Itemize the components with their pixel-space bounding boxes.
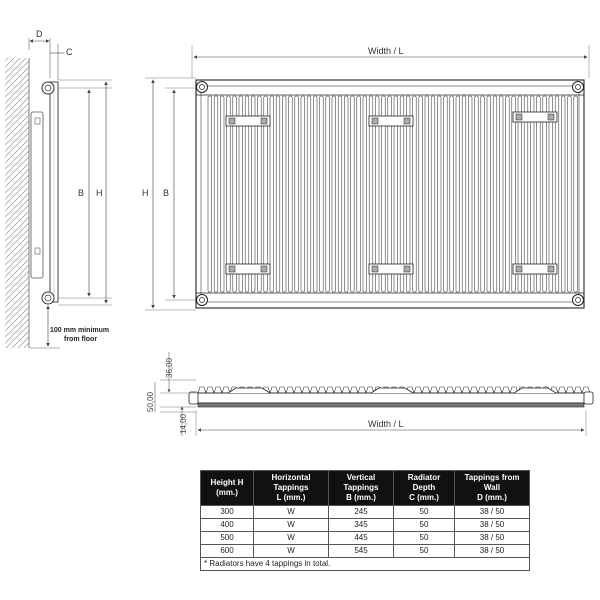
front-width-label: Width / L — [368, 46, 404, 56]
radiator-channel — [487, 96, 491, 292]
cell-vertical: 545 — [329, 545, 394, 558]
floor-note-line2: from floor — [64, 336, 98, 343]
bracket-top-right — [513, 112, 557, 122]
cell-depth: 50 — [394, 519, 455, 532]
top-dim-14: 14,00 — [179, 413, 188, 434]
radiator-channel — [289, 96, 293, 292]
radiator-channel — [276, 96, 280, 292]
table-row — [201, 506, 530, 519]
radiator-channel — [301, 96, 305, 292]
header-tappings-from-wall: Tappings from Wall D (mm.) — [455, 471, 530, 506]
radiator-channel — [351, 96, 355, 292]
radiator-channel — [462, 96, 466, 292]
front-dim-b-label: B — [163, 188, 170, 198]
bracket-bottom-left — [226, 264, 270, 274]
header-horizontal-tappings: Horizontal Tappings L (mm.) — [254, 471, 329, 506]
cell-depth: 50 — [394, 532, 455, 545]
header-vertical-tappings: Vertical Tappings B (mm.) — [329, 471, 394, 506]
radiator-channel — [357, 96, 361, 292]
top-view — [146, 352, 593, 436]
radiator-channel — [543, 96, 547, 292]
radiator-channel — [326, 96, 330, 292]
radiator-channel — [481, 96, 485, 292]
radiator-channel — [530, 96, 534, 292]
cell-horizontal: W — [254, 506, 329, 519]
table-row — [201, 519, 530, 532]
cell-wall: 38 / 50 — [455, 545, 530, 558]
radiator-channel — [574, 96, 578, 292]
radiator-channel — [475, 96, 479, 292]
radiator-channel — [568, 96, 572, 292]
cell-horizontal: W — [254, 519, 329, 532]
radiator-channel — [537, 96, 541, 292]
header-height: Height H (mm.) — [201, 471, 254, 506]
cell-height: 600 — [201, 545, 254, 558]
front-view — [142, 45, 589, 310]
cell-vertical: 245 — [329, 506, 394, 519]
table-note-row — [201, 558, 530, 571]
cell-height: 400 — [201, 519, 254, 532]
side-dim-b-label: B — [78, 188, 85, 198]
radiator-channel — [208, 96, 212, 292]
radiator-channel — [561, 96, 565, 292]
cell-height: 300 — [201, 506, 254, 519]
header-radiator-depth: Radiator Depth C (mm.) — [394, 471, 455, 506]
top-dim-50: 50,00 — [146, 391, 155, 412]
dim-d-label: D — [36, 29, 43, 39]
side-dim-h-label: H — [96, 188, 103, 198]
cell-vertical: 445 — [329, 532, 394, 545]
radiator-channel — [450, 96, 454, 292]
top-dim-36: 36,00 — [165, 357, 174, 378]
radiator-channel — [313, 96, 317, 292]
table-row — [201, 532, 530, 545]
cell-vertical: 345 — [329, 519, 394, 532]
radiator-channel — [555, 96, 559, 292]
cell-wall: 38 / 50 — [455, 532, 530, 545]
cell-wall: 38 / 50 — [455, 519, 530, 532]
radiator-channel — [518, 96, 522, 292]
radiator-channel — [363, 96, 367, 292]
top-width-label: Width / L — [368, 419, 404, 429]
bracket-bottom-center — [369, 264, 413, 274]
radiator-channel — [338, 96, 342, 292]
top-right-coupling — [584, 392, 593, 404]
radiator-channel — [332, 96, 336, 292]
radiator-channel — [499, 96, 503, 292]
wall-hatch — [5, 58, 29, 348]
cell-depth: 50 — [394, 506, 455, 519]
cell-wall: 38 / 50 — [455, 506, 530, 519]
cell-horizontal: W — [254, 545, 329, 558]
top-wall-plate — [198, 403, 584, 407]
dim-c-label: C — [66, 47, 73, 57]
specification-table — [200, 470, 530, 571]
table-header-row — [201, 471, 530, 506]
radiator-channel — [344, 96, 348, 292]
radiator-channel — [270, 96, 274, 292]
top-radiator-body — [196, 393, 586, 403]
radiator-channel — [506, 96, 510, 292]
cell-height: 500 — [201, 532, 254, 545]
radiator-channel — [468, 96, 472, 292]
table-row — [201, 545, 530, 558]
radiator-channel — [549, 96, 553, 292]
bracket-bottom-right — [513, 264, 557, 274]
side-view — [5, 29, 112, 348]
radiator-channel — [295, 96, 299, 292]
radiator-channel — [444, 96, 448, 292]
radiator-channel — [437, 96, 441, 292]
radiator-channel — [214, 96, 218, 292]
radiator-channel — [282, 96, 286, 292]
radiator-channel — [307, 96, 311, 292]
front-dim-h-label: H — [142, 188, 149, 198]
radiator-channel — [431, 96, 435, 292]
radiator-channel — [524, 96, 528, 292]
cell-horizontal: W — [254, 532, 329, 545]
radiator-channel — [419, 96, 423, 292]
radiator-channel — [320, 96, 324, 292]
radiator-channel — [425, 96, 429, 292]
top-left-coupling — [189, 392, 198, 404]
table-note: * Radiators have 4 tappings in total. — [201, 558, 530, 571]
radiator-channel — [220, 96, 224, 292]
radiator-channel — [493, 96, 497, 292]
radiator-channel — [512, 96, 516, 292]
bracket-top-left — [226, 116, 270, 126]
bracket-top-center — [369, 116, 413, 126]
cell-depth: 50 — [394, 545, 455, 558]
radiator-channel — [456, 96, 460, 292]
floor-note-line1: 100 mm minimum — [50, 327, 110, 334]
